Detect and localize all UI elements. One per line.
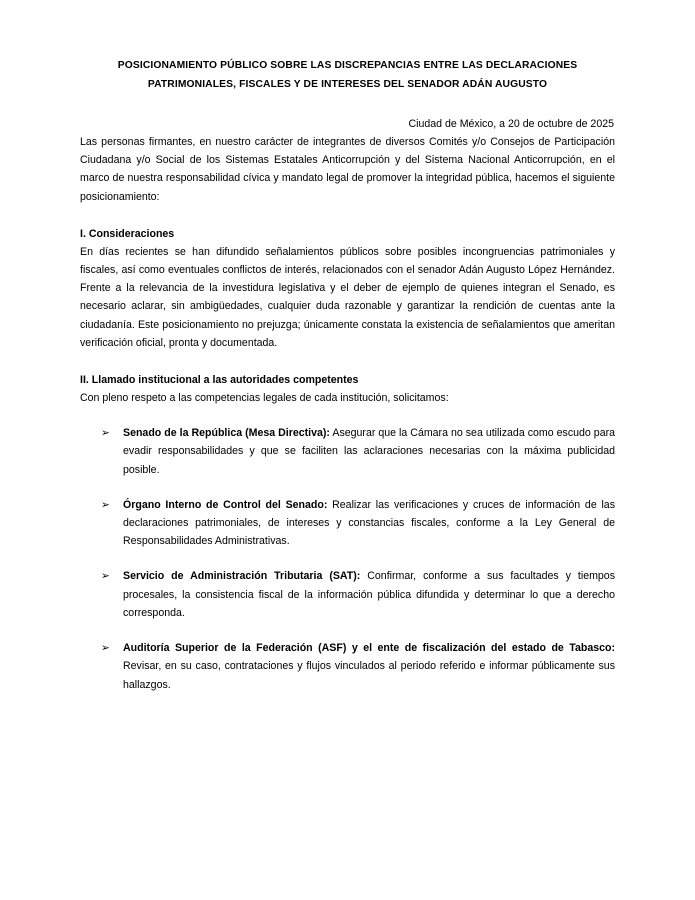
intro-paragraph: Las personas firmantes, en nuestro carácter de integrantes de diversos Comités y/o Consejos de Participación Ciudadana y/o Social de los Sistemas Estatales Anticorrupción y del Sistema Nacional Anticorrupción, en el marco de nuestra responsabilidad cívica y mandato legal de promover la integridad pública, hacemos el siguiente posicionamiento: [80,135,615,203]
list-item-text: Asegurar que la Cámara no sea utilizada como escudo para evadir responsabilidades y que se faciliten las aclaraciones necesarias con la máxima publicidad posible. [123,427,616,476]
place-and-date: Ciudad de México, a 20 de octubre de 2025 [408,118,614,131]
list-item-text: Revisar, en su caso, contrataciones y flujos vinculados al periodo referido e informar públicamente sus hallazgos. [123,660,615,691]
list-item-text: Confirmar, conforme a sus facultades y tiempos procesales, la consistencia fiscal de la información pública difundida y determinar lo que a derecho corresponda. [123,570,615,619]
list-item [80,496,615,551]
list-item-lead: Órgano Interno de Control del Senado: [123,498,328,511]
list-item-text: Realizar las verificaciones y cruces de información de las declaraciones patrimoniales, de intereses y constancias fiscales, conforme a la Ley General de Responsabilidades Administrativas. [123,498,615,548]
bullet-arrow-icon: ➢ [101,570,110,583]
section-paragraph-institutional-call: Con pleno respeto a las competencias legales de cada institución, solicitamos: [80,391,449,404]
list-item-lead: Auditoría Superior de la Federación (ASF) y el ente de fiscalización del estado de Tabasco: [123,642,615,655]
page-title [86,56,609,94]
page-title-line-2: PATRIMONIALES, FISCALES Y DE INTERESES DEL SENADOR ADÁN AUGUSTO [147,79,548,91]
bullet-arrow-icon: ➢ [101,642,110,655]
list-item-lead: Senado de la República (Mesa Directiva): [123,427,330,440]
bullet-arrow-icon: ➢ [101,498,110,511]
section-heading-institutional-call: II. Llamado institucional a las autoridades competentes [80,374,359,387]
list-item [80,424,615,479]
bullet-arrow-icon: ➢ [101,427,110,440]
page-title-line-1: POSICIONAMIENTO PÚBLICO SOBRE LAS DISCREPANCIAS ENTRE LAS DECLARACIONES [117,60,578,71]
requests-list [80,424,615,694]
list-item [80,567,615,622]
section-heading-considerations: I. Consideraciones [80,227,175,240]
list-item-lead: Servicio de Administración Tributaria (SAT): [123,570,361,583]
section-paragraph-considerations: En días recientes se han difundido señalamientos públicos sobre posibles incongruencias patrimoniales y fiscales, así como eventuales conflictos de interés, relacionados con el senador Adán Augusto López Hernández. Frente a la relevancia de la investidura legislativa y el deber de ejemplo de quienes integran el Senado, es necesario aclarar, sin ambigüedades, cualquier duda razonable y garantizar la rendición de cuentas ante la ciudadanía. Este posicionamiento no prejuzga; únicamente constata la existencia de señalamientos que ameritan verificación oficial, pronta y documentada. [80,245,615,349]
list-item [80,639,615,694]
